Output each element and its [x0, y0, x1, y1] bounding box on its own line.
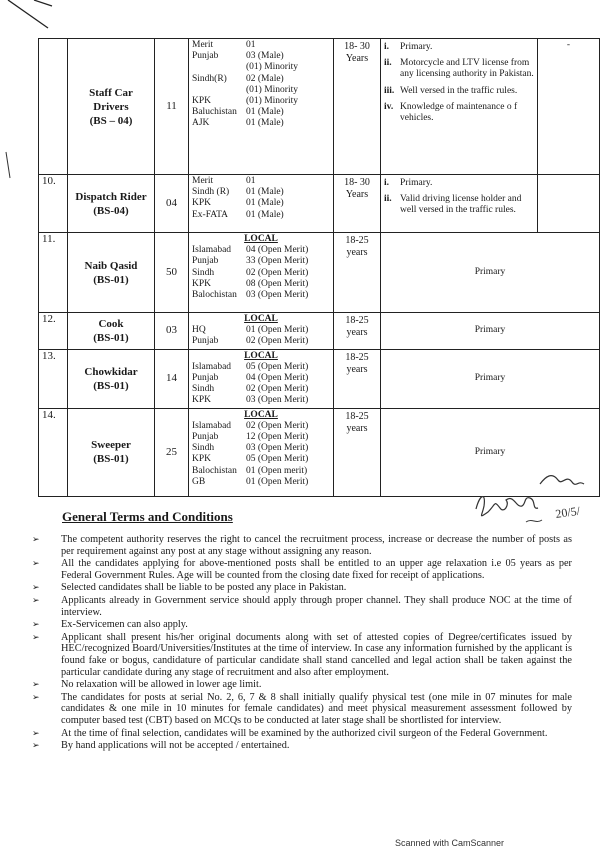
post-grade: (BS-01) [93, 273, 129, 286]
quota-province: Sindh [192, 443, 215, 454]
quota-province: KPK [192, 395, 212, 406]
term-item [32, 619, 572, 631]
terms-title: General Terms and Conditions [62, 509, 233, 524]
quota-line [192, 245, 330, 256]
qualification-marker: i. [384, 42, 390, 52]
quota-province: GB [192, 476, 206, 487]
quota-value: 05 (Open Merit) [246, 454, 309, 465]
qualification-marker: i. [384, 178, 390, 188]
qualification [381, 39, 538, 175]
table-row [39, 39, 600, 175]
quota-value: 03 (Open Merit) [246, 395, 309, 406]
posts-count: 25 [155, 408, 189, 496]
quota-line [192, 256, 330, 267]
handwritten-signature [466, 464, 606, 539]
post-name-cell [68, 39, 155, 175]
post-grade: (BS-01) [93, 453, 129, 466]
arrow-bullet-icon: ➢ [32, 740, 40, 751]
qualification-marker: iii. [384, 85, 395, 96]
arrow-bullet-icon: ➢ [32, 679, 40, 690]
quota-line [192, 336, 330, 347]
quota-distribution [189, 313, 334, 350]
post-name: Sweeper [91, 439, 131, 452]
term-text: At the time of final selection, candidates will be examined by the authorized civil surgeon of the Federal Government. [61, 727, 548, 739]
post-name-cell [68, 233, 155, 313]
quota-line [192, 373, 330, 384]
quota-line [192, 384, 330, 395]
post-grade: (BS-04) [93, 204, 129, 217]
posts-count: 14 [155, 349, 189, 408]
quota-value: 01 (Male) [246, 187, 284, 198]
arrow-bullet-icon: ➢ [32, 727, 40, 738]
post-grade: (BS-01) [93, 379, 129, 392]
qualification-item [384, 42, 534, 53]
post-grade: (BS – 04) [89, 114, 133, 127]
quota-province: Punjab [192, 373, 219, 384]
quota-value: (01) Minority [246, 62, 298, 73]
posts-count: 04 [155, 175, 189, 233]
qualification: Primary [381, 313, 600, 350]
term-item [32, 558, 572, 581]
term-item [32, 728, 572, 740]
quota-distribution [189, 349, 334, 408]
quota-province [192, 85, 246, 96]
quota-province: KPK [192, 198, 212, 209]
term-text: By hand applications will not be accepted / entertained. [61, 740, 290, 752]
qualification-text: Valid driving license holder and well versed in the traffic rules. [400, 194, 522, 216]
quota-province: Islamabad [192, 361, 232, 372]
quota-distribution [189, 175, 334, 233]
qualification-item [384, 86, 534, 97]
arrow-bullet-icon: ➢ [32, 558, 40, 569]
quota-province: Punjab [192, 51, 219, 62]
quota-province: Punjab [192, 256, 219, 267]
term-text: No relaxation will be allowed in lower age limit. [61, 679, 262, 691]
quota-province: Sindh [192, 267, 215, 278]
post-name-cell [68, 408, 155, 496]
quota-line [192, 62, 330, 73]
quota-line [192, 210, 330, 221]
quota-line [192, 466, 330, 477]
quota-value: 02 (Open Merit) [246, 267, 309, 278]
term-text: Ex-Servicemen can also apply. [61, 619, 188, 631]
post-name: Staff Car Drivers [89, 86, 133, 113]
qualification-item [384, 102, 534, 124]
quota-province: KPK [192, 454, 212, 465]
quota-province: Ex-FATA [192, 209, 229, 220]
quota-line [192, 395, 330, 406]
serial-number: 11. [39, 233, 68, 313]
quota-line [192, 198, 330, 209]
qualification-text: Primary. [400, 42, 433, 52]
term-text: The competent authority reserves the right to cancel the recruitment process, increase or decrease the number of posts as per requirement against any post at any stage without assigning any reason. [61, 534, 572, 557]
quota-province: KPK [192, 278, 212, 289]
posts-table [38, 38, 600, 497]
quota-value: 04 (Open Merit) [246, 245, 309, 256]
term-item [32, 679, 572, 691]
qualification-item [384, 178, 534, 189]
quota-value: 04 (Open Merit) [246, 373, 309, 384]
quota-province: Sindh [192, 384, 215, 395]
footer-watermark: Scanned with CamScanner [395, 838, 505, 848]
local-heading: LOCAL [244, 234, 278, 244]
arrow-bullet-icon: ➢ [32, 534, 40, 544]
quota-province [192, 62, 246, 73]
quota-line [192, 96, 330, 107]
quota-value: 01 (Open merit) [246, 465, 308, 476]
quota-province: AJK [192, 118, 210, 129]
table-row [39, 349, 600, 408]
quota-value: 01 (Open Merit) [246, 325, 309, 336]
quota-distribution [189, 408, 334, 496]
age-limit: 18-25 years [334, 313, 381, 350]
quota-distribution [189, 233, 334, 313]
post-name: Cook [98, 317, 124, 330]
quota-line [192, 118, 330, 129]
age-limit: 18-25 years [334, 349, 381, 408]
post-name: Chowkidar [84, 365, 138, 378]
serial-number: 12. [39, 313, 68, 350]
post-name-cell [68, 175, 155, 233]
post-name: Dispatch Rider [75, 190, 147, 203]
term-item [32, 692, 572, 727]
remarks-cell [538, 175, 600, 233]
arrow-bullet-icon: ➢ [32, 582, 40, 593]
table-row [39, 175, 600, 233]
age-limit: 18- 30 Years [334, 39, 381, 175]
qualification-item [384, 58, 534, 80]
posts-count: 03 [155, 313, 189, 350]
serial-number: 13. [39, 349, 68, 408]
age-limit: 18- 30 Years [334, 175, 381, 233]
quota-line [192, 85, 330, 96]
quota-value: 03 (Open Merit) [246, 290, 309, 301]
qualification-marker: ii. [384, 194, 392, 205]
quota-value: 02 (Open Merit) [246, 336, 309, 347]
post-name: Naib Qasid [84, 259, 138, 272]
arrow-bullet-icon: ➢ [32, 691, 40, 702]
quota-province: HQ [192, 325, 206, 336]
quota-province: Merit [192, 40, 214, 50]
quota-value: 01 (Male) [246, 198, 284, 209]
local-heading: LOCAL [244, 314, 278, 324]
quota-value: (01) Minority [246, 96, 298, 107]
qualification: Primary [381, 408, 600, 496]
quota-value: 08 (Open Merit) [246, 278, 309, 289]
quota-value: 33 (Open Merit) [246, 256, 309, 267]
term-item [32, 534, 572, 557]
remarks-cell: - [538, 39, 600, 175]
quota-line [192, 421, 330, 432]
quota-value: 03 (Male) [246, 51, 284, 62]
quota-line [192, 176, 330, 187]
qualification: Primary [381, 233, 600, 313]
qualification-text: Motorcycle and LTV license from any licensing authority in Pakistan. [400, 58, 534, 80]
term-text: Selected candidates shall be liable to be posted any place in Pakistan. [61, 582, 347, 594]
quota-value: 01 (Open Merit) [246, 476, 309, 487]
quota-value: 05 (Open Merit) [246, 361, 309, 372]
post-name-cell [68, 349, 155, 408]
quota-line [192, 268, 330, 279]
quota-value: 02 (Open Merit) [246, 420, 309, 431]
qualification-marker: ii. [384, 58, 392, 69]
qualification [381, 175, 538, 233]
post-grade: (BS-01) [93, 331, 129, 344]
quota-line [192, 325, 330, 336]
quota-value: 01 (Male) [246, 209, 284, 220]
term-item [32, 582, 572, 594]
qualification-text: Primary. [400, 178, 433, 188]
quota-line [192, 51, 330, 62]
quota-province: Balochistan [192, 290, 237, 301]
serial-number [39, 39, 68, 175]
quota-value: (01) Minority [246, 84, 298, 95]
quota-province: Islamabad [192, 245, 232, 256]
table-row [39, 313, 600, 350]
quota-line [192, 279, 330, 290]
quota-value: 02 (Male) [246, 73, 284, 84]
quota-province: Sindh (R) [192, 187, 230, 198]
qualification: Primary [381, 349, 600, 408]
quota-province: Baluchistan [192, 107, 237, 118]
quota-line [192, 40, 330, 51]
arrow-bullet-icon: ➢ [32, 631, 40, 642]
term-item [32, 632, 572, 678]
quota-line [192, 432, 330, 443]
quota-line [192, 187, 330, 198]
table-row [39, 233, 600, 313]
post-name-cell [68, 313, 155, 350]
term-text: Applicants already in Government service should apply through proper channel. They shall produce NOC at the time of interview. [61, 594, 572, 618]
quota-line [192, 290, 330, 301]
quota-province: Punjab [192, 432, 219, 443]
quota-line [192, 443, 330, 454]
quota-line [192, 454, 330, 465]
term-text: Applicant shall present his/her original documents along with set of attested copies of Degree/certificates issued by HEC/recognized Board/Universities/Institutes at the time of interview. In case any information furnished by the applicant is found fake or bogus, candidature of particular candidate shall stand cancelled and legal action shall be taken against the particular candidate during any stage of recruitment and also after employment. [61, 631, 572, 678]
quota-value: 01 [246, 40, 256, 50]
quota-line [192, 74, 330, 85]
age-limit: 18-25 years [334, 408, 381, 496]
quota-value: 01 (Male) [246, 107, 284, 118]
serial-number: 14. [39, 408, 68, 496]
qualification-text: Knowledge of maintenance o f vehicles. [400, 101, 518, 124]
posts-count: 11 [155, 39, 189, 175]
quota-province: Merit [192, 176, 214, 186]
quota-line [192, 362, 330, 373]
quota-value: 01 [246, 176, 256, 186]
quota-line [192, 477, 330, 488]
quota-distribution [189, 39, 334, 175]
quota-value: 01 (Male) [246, 118, 284, 129]
term-item [32, 595, 572, 618]
quota-value: 03 (Open Merit) [246, 443, 309, 454]
svg-text:20/5/: 20/5/ [554, 503, 581, 521]
quota-province: KPK [192, 96, 212, 107]
term-text: All the candidates applying for above-mentioned posts shall be entitled to an upper age relaxation i.e 05 years as per Federal Government Rules. Age will be counted from the closing date fixed for receipt of applications. [61, 558, 572, 581]
quota-province: Punjab [192, 336, 219, 347]
arrow-bullet-icon: ➢ [32, 619, 40, 630]
term-item [32, 740, 572, 752]
age-limit: 18-25 years [334, 233, 381, 313]
quota-province: Islamabad [192, 420, 232, 431]
qualification-item [384, 194, 534, 216]
quota-province: Sindh(R) [192, 73, 227, 84]
posts-count: 50 [155, 233, 189, 313]
terms-list [32, 534, 572, 753]
quota-value: 02 (Open Merit) [246, 384, 309, 395]
arrow-bullet-icon: ➢ [32, 594, 40, 605]
quota-value: 12 (Open Merit) [246, 432, 309, 443]
qualification-marker: iv. [384, 101, 394, 112]
quota-line [192, 107, 330, 118]
term-text: The candidates for posts at serial No. 2, 6, 7 & 8 shall initially qualify physical test (one mile in 07 minutes for male candidates & one mile in 10 minutes for female candidates) and meet physical measurement assessment followed by computer based test (CBT) based on MCQs to be conducted at later stage shall be shortlisted for interview. [61, 691, 572, 726]
local-heading: LOCAL [244, 409, 278, 420]
qualification-text: Well versed in the traffic rules. [400, 85, 518, 96]
local-heading: LOCAL [244, 350, 278, 361]
quota-province: Balochistan [192, 465, 237, 476]
serial-number: 10. [39, 175, 68, 233]
